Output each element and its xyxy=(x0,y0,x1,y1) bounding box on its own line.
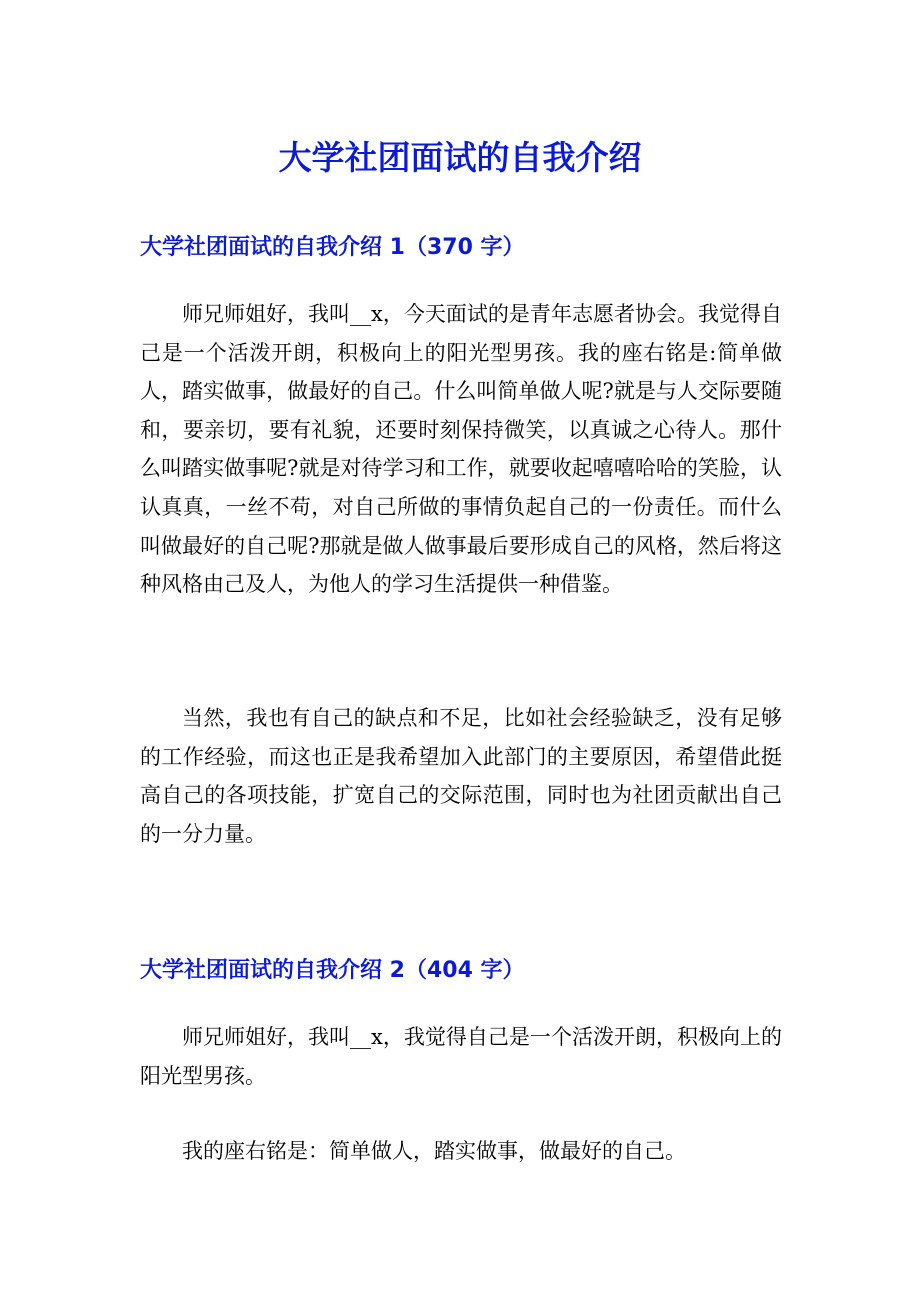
section-2-paragraph-1: 师兄师姐好，我叫__x，我觉得自己是一个活泼开朗，积极向上的阳光型男孩。 xyxy=(140,1025,782,1088)
section-1-paragraph-2: 当然，我也有自己的缺点和不足，比如社会经验缺乏，没有足够的工作经验，而这也正是我希望加入此部门的主要原因，希望借此挺高自己的各项技能，扩宽自己的交际范围，同时也为社团贡献出自己的一分力量。 xyxy=(140,706,782,846)
section-2-paragraph-2: 我的座右铭是：简单做人，踏实做事，做最好的自己。 xyxy=(182,1139,686,1163)
section-heading-1: 大学社团面试的自我介绍 1（370 字） xyxy=(140,235,525,260)
section-1-paragraph-1: 师兄师姐好，我叫__x，今天面试的是青年志愿者协会。我觉得自己是一个活泼开朗，积极向上的阳光型男孩。我的座右铭是:简单做人，踏实做事，做最好的自己。什么叫简单做人呢?就是与人交际要随和，要亲切，要有礼貌，还要时刻保持微笑，以真诚之心待人。那什么叫踏实做事呢?就是对待学习和工作，就要收起嘻嘻哈哈的笑脸，认认真真，一丝不苟，对自己所做的事情负起自己的一份责任。而什么叫做最好的自己呢?那就是做人做事最后要形成自己的风格，然后将这种风格由己及人，为他人的学习生活提供一种借鉴。 xyxy=(140,302,782,597)
document-title: 大学社团面试的自我介绍 xyxy=(278,138,642,177)
section-heading-2: 大学社团面试的自我介绍 2（404 字） xyxy=(140,958,525,983)
